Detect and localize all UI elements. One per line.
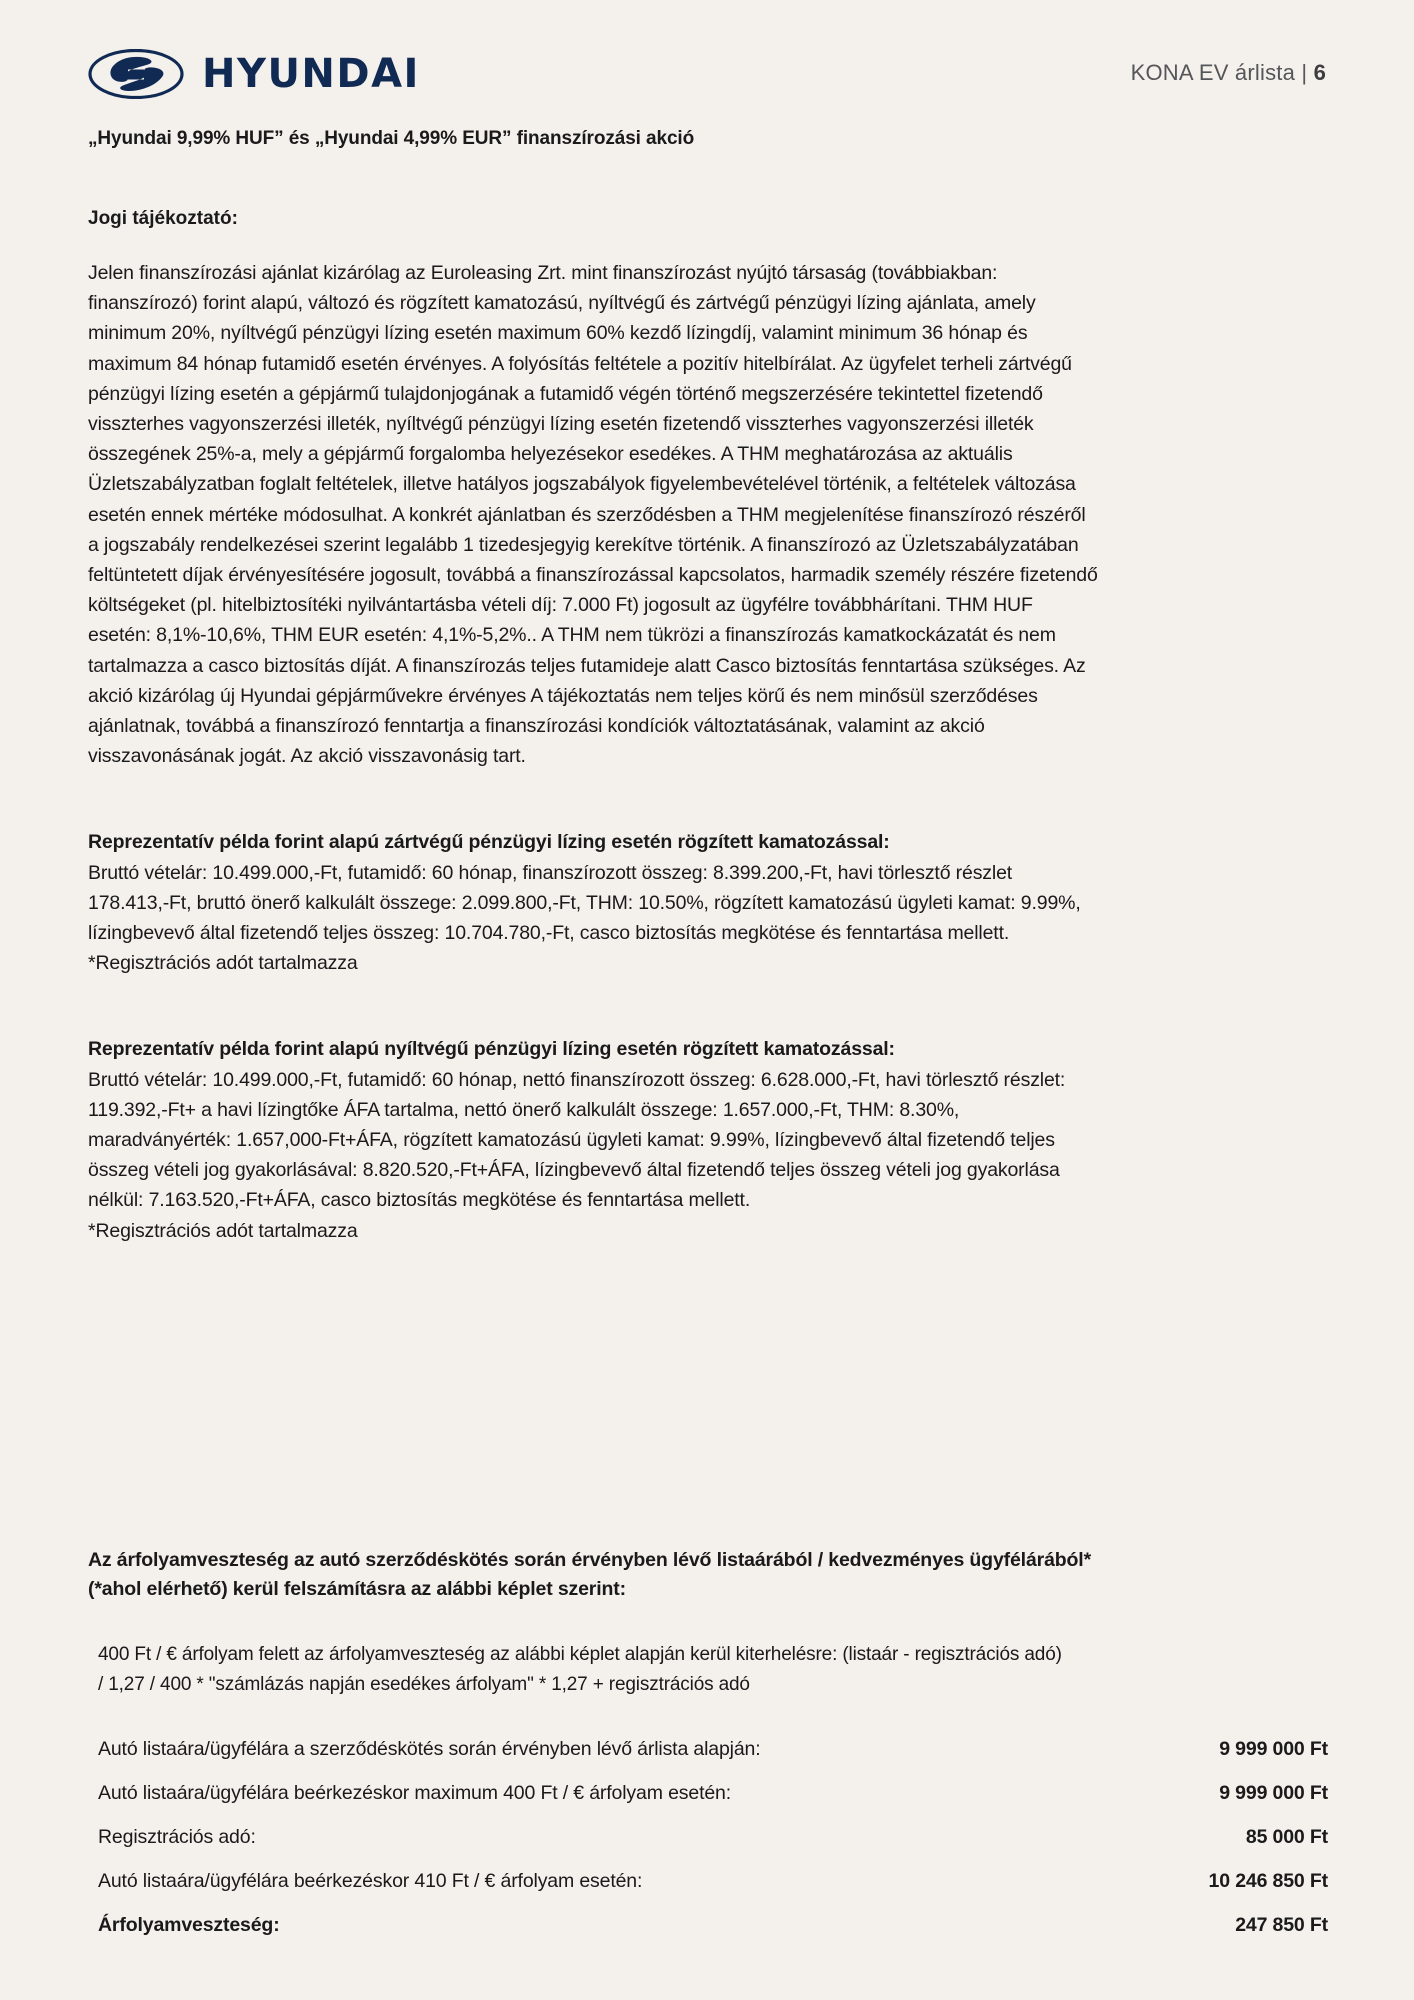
example-closed-end-footnote: *Regisztrációs adót tartalmazza [88,952,358,975]
example-open-end-footnote: *Regisztrációs adót tartalmazza [88,1219,358,1242]
fx-row-value: 9 999 000 Ft [1219,1738,1328,1761]
example-open-end-title: Reprezentatív példa forint alapú nyíltvégű pénzügyi lízing esetén rögzített kamatozással: [88,1038,895,1061]
fx-row-value: 9 999 000 Ft [1219,1782,1328,1805]
fx-row-value: 85 000 Ft [1245,1826,1328,1849]
legal-heading: Jogi tájékoztató: [88,208,238,229]
fx-formula-line-2: / 1,27 / 400 * "számlázás napján esedékes árfolyam" * 1,27 + regisztrációs adó [98,1673,750,1695]
table-row [98,1860,1328,1904]
example-open-end-body: Bruttó vételár: 10.499.000,-Ft, futamidő: 60 hónap, nettó finanszírozott összeg: 6.628.000,-Ft, havi törlesztő részlet: 119.392,-Ft+ a havi lízingtőke ÁFA tartalma, nettó önerő kalkulált összege: 1.657.000,-Ft, THM: 8.30%, maradványérték: 1.657,000-Ft+ÁFA, rögzített kamatozású ügyleti kamat: 9.99%, lízingbevevő által fizetendő teljes összeg vételi jog gyakorlásával: 8.820.520,-Ft+ÁFA, lízingbevevő által fizetendő teljes összeg vételi jog gyakorlása nélkül: 7.163.520,-Ft+ÁFA, casco biztosítás megkötése és fenntartása mellett. [88,1068,1066,1212]
brand-lockup [88,49,420,99]
fx-formula [98,1640,1098,1700]
fx-formula-line-1: 400 Ft / € árfolyam felett az árfolyamveszteség az alábbi képlet alapján kerül kiterhelésre: (listaár - regisztrációs adó) [98,1643,1062,1665]
fx-total-value: 247 850 Ft [1235,1914,1328,1937]
document-label-text: KONA EV árlista | [1130,60,1314,85]
fx-row-label: Regisztrációs adó: [98,1826,256,1849]
hyundai-logo-icon [88,49,184,99]
fx-breakdown-body [98,1728,1328,1948]
promo-title: „Hyundai 9,99% HUF” és „Hyundai 4,99% EUR” finanszírozási akció [88,128,695,149]
example-closed-end-title: Reprezentatív példa forint alapú zártvégű pénzügyi lízing esetén rögzített kamatozással: [88,831,890,854]
fx-row-label: Autó listaára/ügyfélára beérkezéskor 410 Ft / € árfolyam esetén: [98,1870,643,1893]
fx-row-label: Autó listaára/ügyfélára beérkezéskor maximum 400 Ft / € árfolyam esetén: [98,1782,731,1805]
fx-row-value: 10 246 850 Ft [1208,1870,1328,1893]
page-header [88,0,1326,110]
fx-row-label: Autó listaára/ügyfélára a szerződéskötés során érvényben lévő árlista alapján: [98,1738,761,1761]
document-label [1131,60,1326,88]
page-number: 6 [1313,60,1326,85]
table-row [98,1728,1328,1772]
table-row-total [98,1904,1328,1948]
table-row [98,1816,1328,1860]
table-row [98,1772,1328,1816]
brand-wordmark: HYUNDAI [202,51,420,97]
fx-total-label: Árfolyamveszteség: [98,1914,280,1937]
fx-section-heading [88,1546,1098,1604]
fx-breakdown-table [98,1728,1328,1948]
example-closed-end [88,827,1098,978]
example-open-end [88,1034,1098,1245]
fx-heading-line-1: Az árfolyamveszteség az autó szerződéskötés során érvényben lévő listaárából / kedvezményes ügyfélárából* [88,1548,1092,1571]
example-closed-end-body: Bruttó vételár: 10.499.000,-Ft, futamidő: 60 hónap, finanszírozott összeg: 8.399.200,-Ft, havi törlesztő részlet 178.413,-Ft, bruttó önerő kalkulált összege: 2.099.800,-Ft, THM: 10.50%, rögzített kamatozású ügyleti kamat: 9.99%, lízingbevevő által fizetendő teljes összeg: 10.704.780,-Ft, casco biztosítás megkötése és fenntartása mellett. [88,861,1081,945]
legal-body: Jelen finanszírozási ajánlat kizárólag az Euroleasing Zrt. mint finanszírozást nyújtó társaság (továbbiakban: finanszírozó) forint alapú, változó és rögzített kamatozású, nyíltvégű és zártvégű pénzügyi lízing ajánlata, amely minimum 20%, nyíltvégű pénzügyi lízing esetén maximum 60% kezdő lízingdíj, valamint minimum 36 hónap és maximum 84 hónap futamidő esetén érvényes. A folyósítás feltétele a pozitív hitelbírálat. Az ügyfelet terheli zártvégű pénzügyi lízing esetén a gépjármű tulajdonjogának a futamidő végén történő megszerzésére tekintettel fizetendő visszterhes vagyonszerzési illeték, nyíltvégű pénzügyi lízing esetén fizetendő visszterhes vagyonszerzési illeték összegének 25%-a, mely a gépjármű forgalomba helyezésekor esedékes. A THM meghatározása az aktuális Üzletszabályzatban foglalt feltételek, illetve hatályos jogszabályok figyelembevételével történik, a feltételek változása esetén ennek mértéke módosulhat. A konkrét ajánlatban és szerződésben a THM megjelenítése finanszírozó részéről a jogszabály rendelkezései szerint legalább 1 tizedesjegyig kerekítve történik. A finanszírozó az Üzletszabályzatában feltüntetett díjak érvényesítésére jogosult, továbbá a finanszírozással kapcsolatos, harmadik személy részére fizetendő költségeket (pl. hitelbiztosítéki nyilvántartásba vételi díj: 7.000 Ft) jogosult az ügyfélre továbbhárítani. THM HUF esetén: 8,1%-10,6%, THM EUR esetén: 4,1%-5,2%.. A THM nem tükrözi a finanszírozás kamatkockázatát és nem tartalmazza a casco biztosítás díját. A finanszírozás teljes futamideje alatt Casco biztosítás fenntartása szükséges. Az akció kizárólag új Hyundai gépjárművekre érvényes A tájékoztatás nem teljes körű és nem minősül szerződéses ajánlatnak, továbbá a finanszírozó fenntartja a finanszírozási kondíciók változtatásának, valamint az akció visszavonásának jogát. Az akció visszavonásig tart. [88,262,1098,768]
fx-heading-line-2: (*ahol elérhető) kerül felszámításra az alábbi képlet szerint: [88,1577,626,1600]
